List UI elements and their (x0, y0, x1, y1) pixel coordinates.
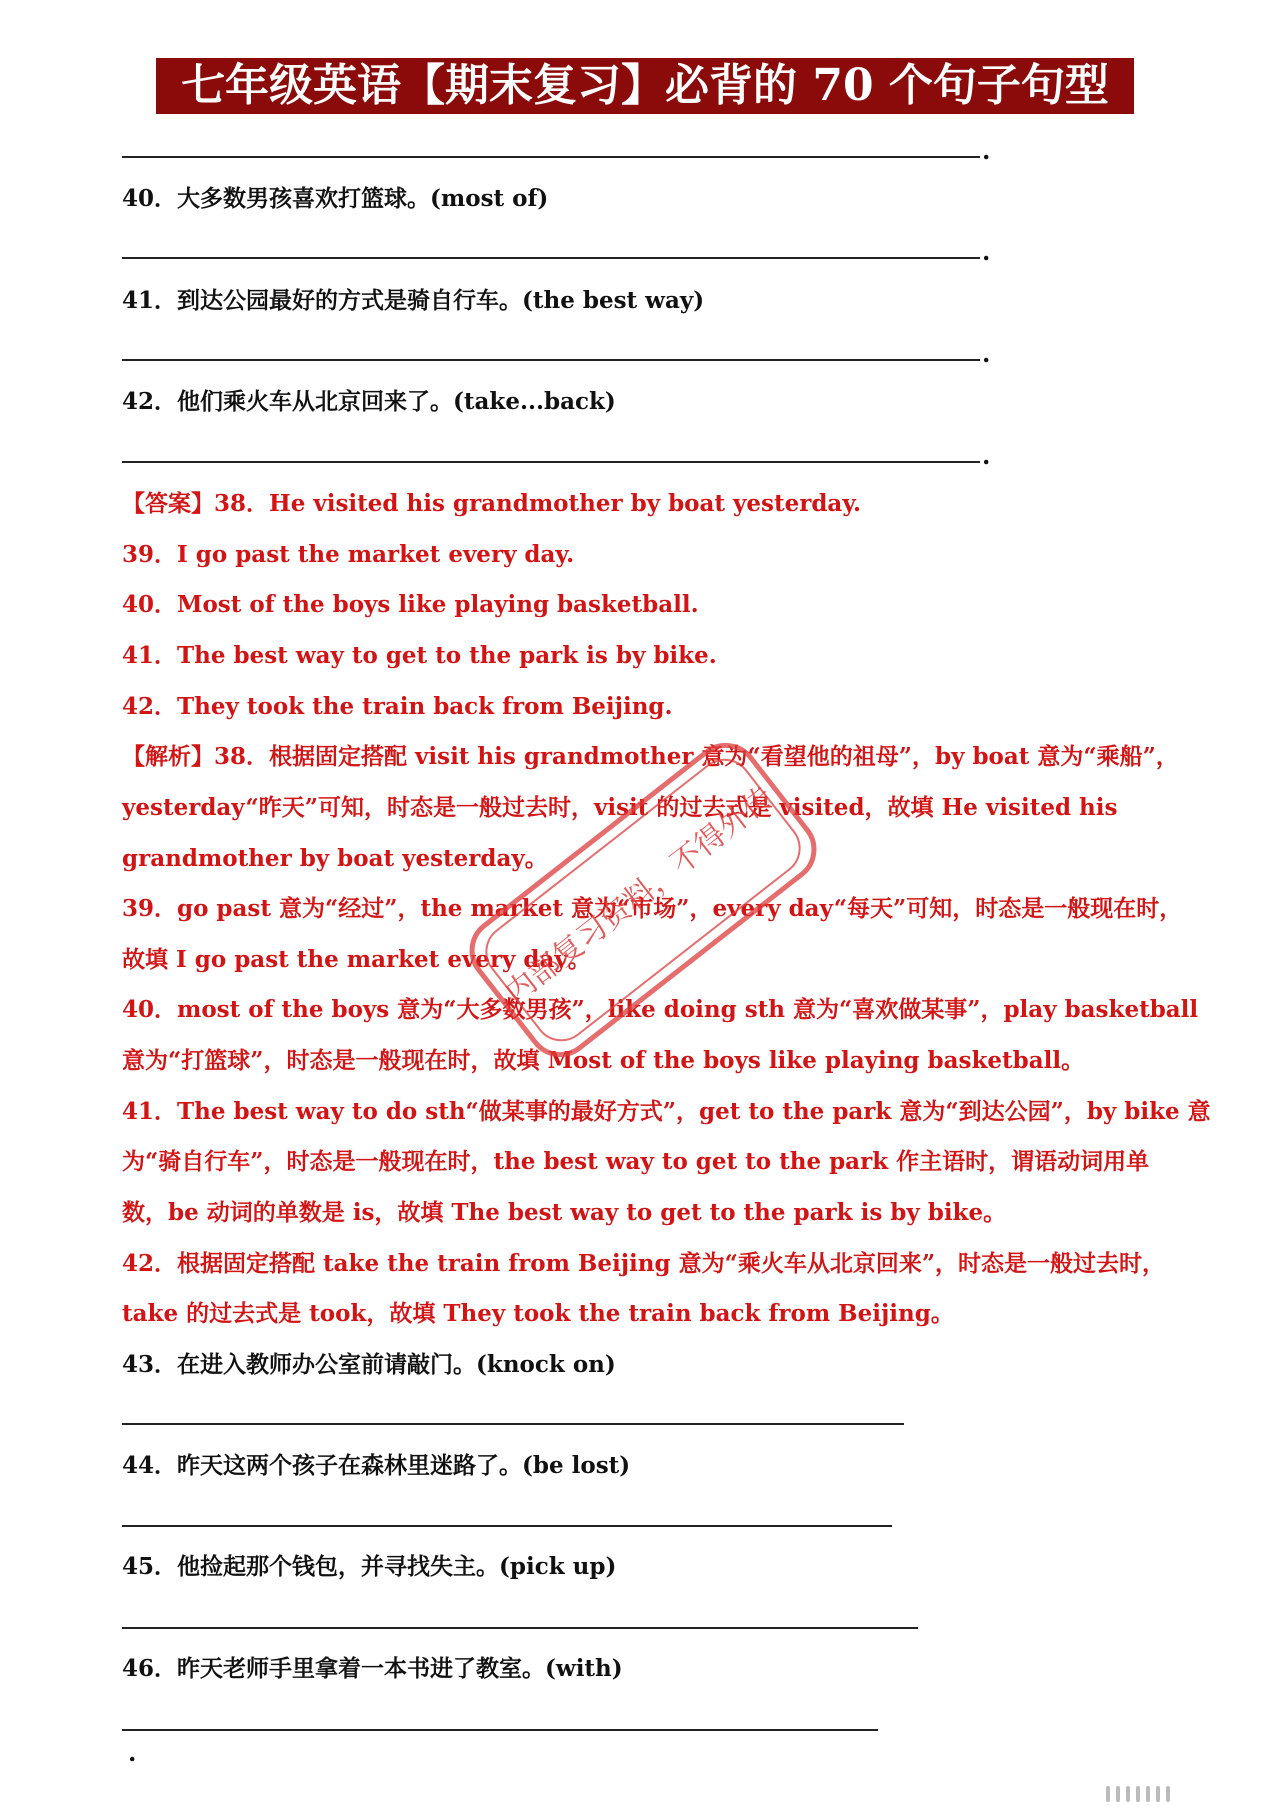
answer-40: 40．Most of the boys like playing basketball. (122, 591, 699, 618)
question-45: 45．他捡起那个钱包，并寻找失主。(pick up) (122, 1553, 617, 1580)
analysis-line: 【解析】38．根据固定搭配 visit his grandmother 意为“看望他的祖母”，by boat 意为“乘船”， (122, 743, 1179, 770)
line-end-dot: . (982, 237, 991, 266)
analysis-line: 意为“打篮球”，时态是一般现在时，故填 Most of the boys like playing basketball。 (122, 1047, 1085, 1074)
analysis-line: grandmother by boat yesterday。 (122, 845, 548, 872)
line-end-dot: . (982, 339, 991, 368)
answer-39: 39．I go past the market every day. (122, 541, 575, 568)
question-43: 43．在进入教师办公室前请敲门。(knock on) (122, 1351, 616, 1378)
line-end-dot: . (982, 136, 991, 165)
stamp-text: 内部复习资料，不得外传 (498, 780, 781, 1012)
analysis-line: 39．go past 意为“经过”，the market 意为“市场”，every day“每天”可知，时态是一般现在时， (122, 895, 1183, 922)
answer-42: 42．They took the train back from Beijing. (122, 693, 673, 720)
line-end-dot: . (128, 1738, 137, 1767)
question-40: 40．大多数男孩喜欢打篮球。(most of) (122, 185, 549, 212)
analysis-line: 故填 I go past the market every day。 (122, 946, 591, 973)
analysis-line: 为“骑自行车”，时态是一般现在时，the best way to get to the park 作主语时，谓语动词用单 (122, 1148, 1150, 1175)
question-42: 42．他们乘火车从北京回来了。(take...back) (122, 388, 616, 415)
answer-line-42[interactable] (122, 461, 980, 463)
question-41: 41．到达公园最好的方式是骑自行车。(the best way) (122, 287, 705, 314)
page-bars-icon (1106, 1786, 1266, 1804)
answer-line-46[interactable] (122, 1729, 878, 1731)
analysis-line: 数，be 动词的单数是 is，故填 The best way to get to the park is by bike。 (122, 1199, 1007, 1226)
answer-line-45[interactable] (122, 1627, 918, 1629)
line-end-dot: . (982, 441, 991, 470)
analysis-line: 41．The best way to do sth“做某事的最好方式”，get to the park 意为“到达公园”，by bike 意 (122, 1098, 1211, 1125)
answer-line-39[interactable] (122, 156, 980, 158)
analysis-line: 40．most of the boys 意为“大多数男孩”，like doing sth 意为“喜欢做某事”，play basketball (122, 996, 1199, 1023)
answer-38: 【答案】38．He visited his grandmother by boat yesterday. (122, 490, 862, 517)
answer-line-43[interactable] (122, 1423, 904, 1425)
question-44: 44．昨天这两个孩子在森林里迷路了。(be lost) (122, 1452, 631, 1479)
answer-line-40[interactable] (122, 257, 980, 259)
answer-41: 41．The best way to get to the park is by bike. (122, 642, 717, 669)
question-46: 46．昨天老师手里拿着一本书进了教室。(with) (122, 1655, 623, 1682)
analysis-line: yesterday“昨天”可知，时态是一般过去时，visit 的过去式是 visited，故填 He visited his (122, 794, 1118, 821)
answer-line-44[interactable] (122, 1525, 892, 1527)
analysis-line: 42．根据固定搭配 take the train from Beijing 意为“乘火车从北京回来”，时态是一般过去时， (122, 1250, 1166, 1277)
answer-line-41[interactable] (122, 359, 980, 361)
analysis-line: take 的过去式是 took，故填 They took the train back from Beijing。 (122, 1300, 954, 1327)
page-title: 七年级英语【期末复习】必背的 70 个句子句型 (156, 58, 1134, 114)
